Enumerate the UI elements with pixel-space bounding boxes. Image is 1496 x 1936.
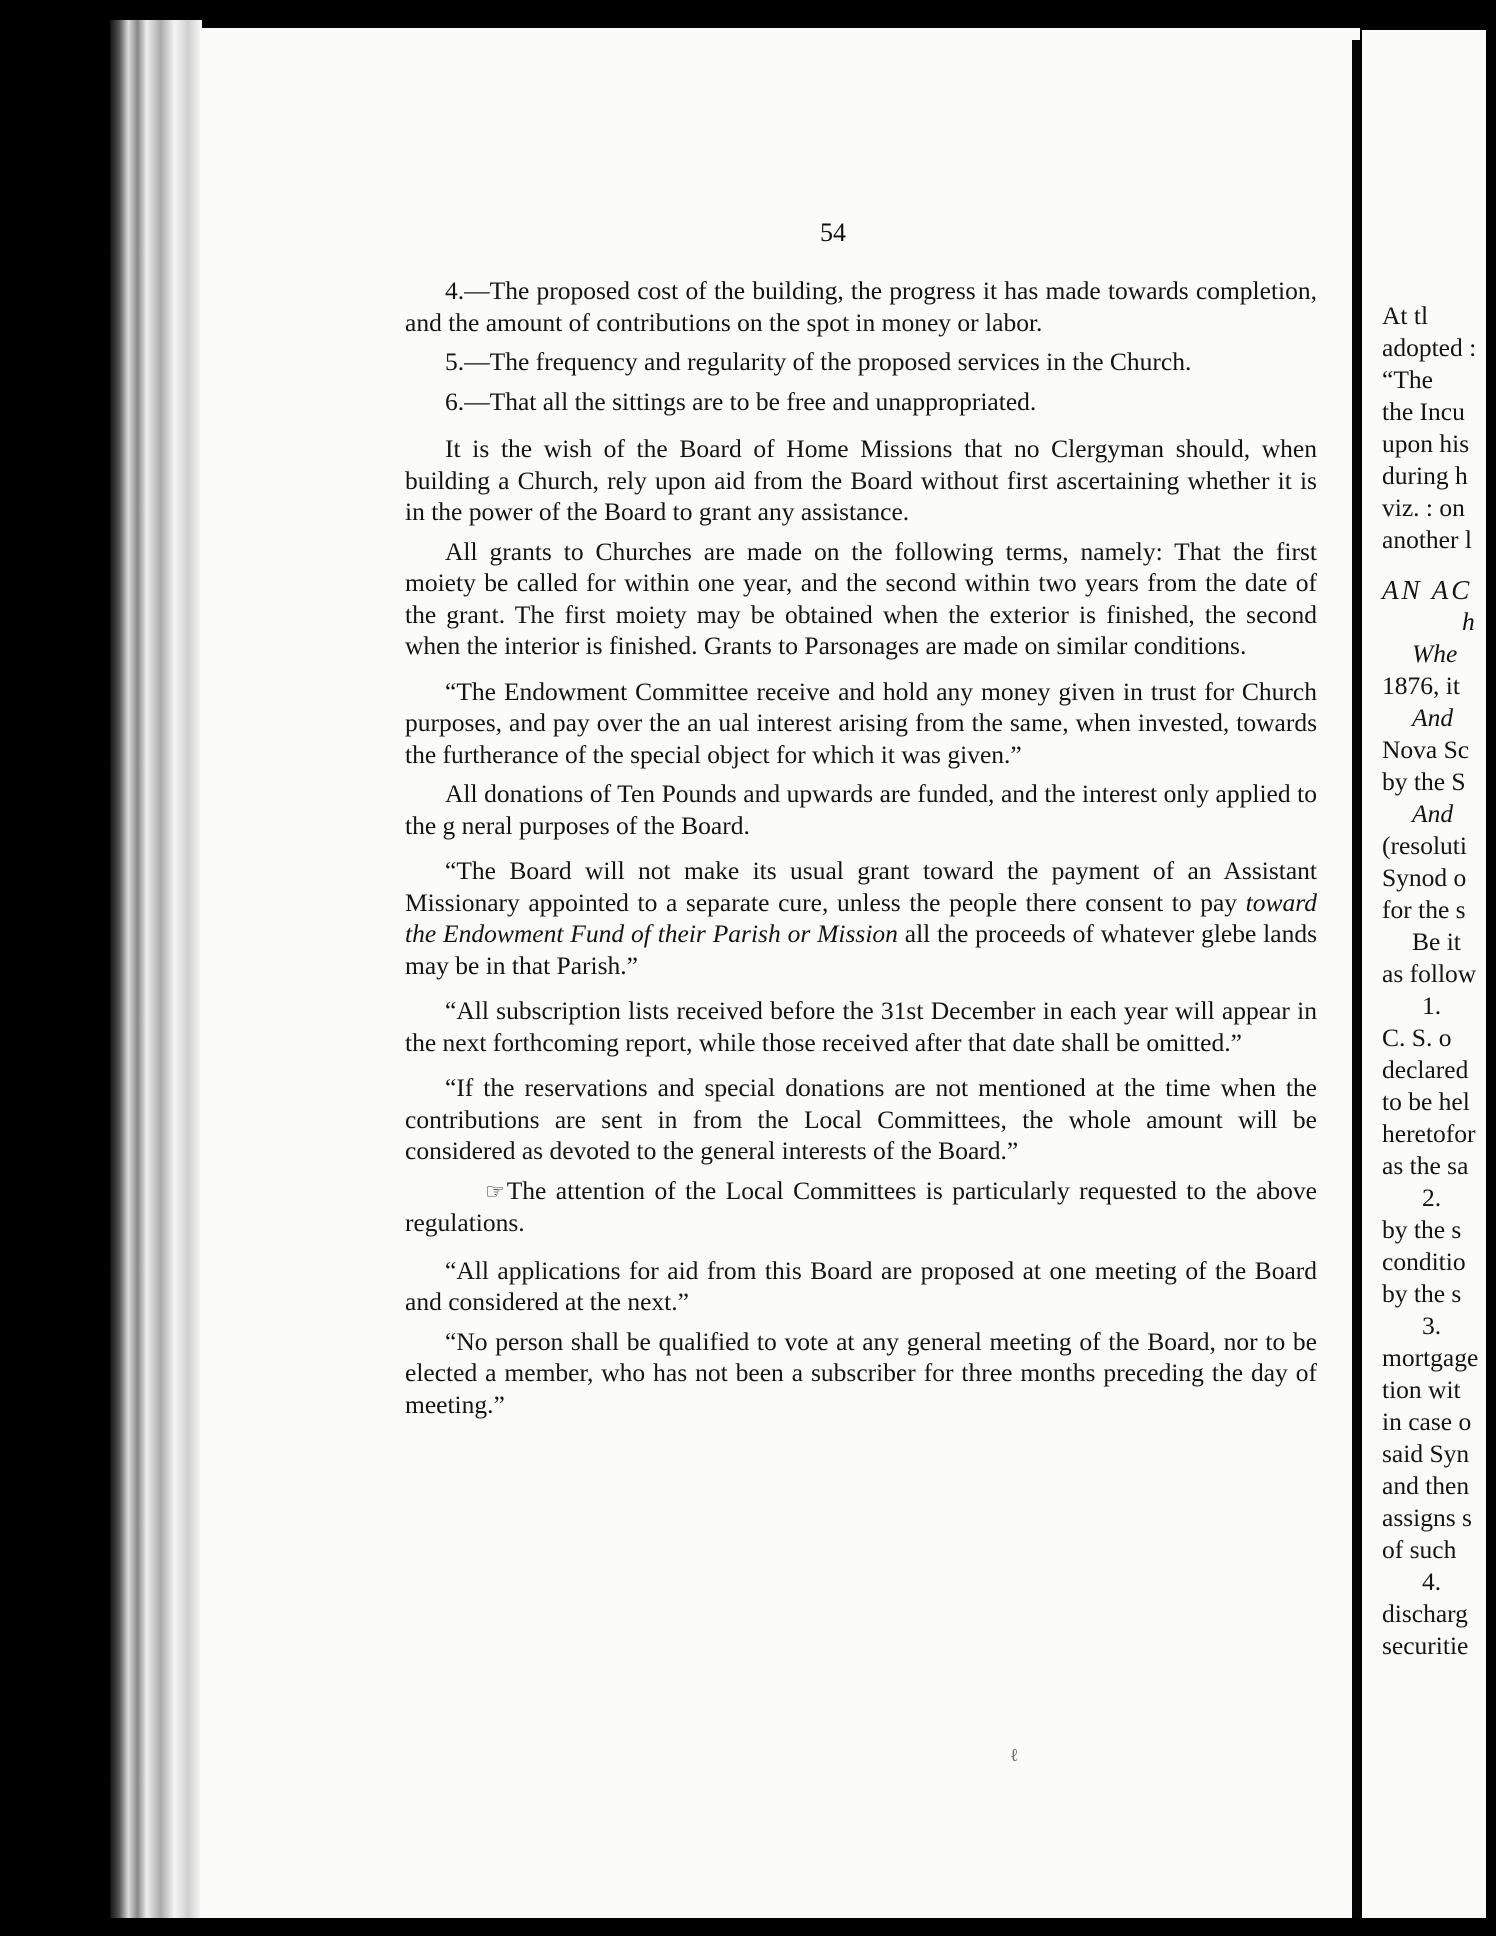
paragraph-endowment: “The Endowment Committee receive and hold any money given in trust for Church purposes, and pay over the an ual interest arising from the same, when invested, towards the furtherance of the special object for which it was given.” xyxy=(405,676,1317,769)
paragraph-attention xyxy=(405,1175,1317,1239)
facing-line: heretofor xyxy=(1382,1119,1476,1148)
facing-line: assigns s xyxy=(1382,1503,1472,1532)
paragraph-frequency: 5.—The frequency and regularity of the proposed services in the Church. xyxy=(445,347,1192,376)
facing-line: At tl xyxy=(1382,301,1429,330)
endowment-fund-emphasis: toward the Endowment Fund of their Parish or Mission xyxy=(405,887,1317,948)
facing-line: 4. xyxy=(1422,1567,1442,1596)
paragraph-cost: 4.—The proposed cost of the building, the progress it has made towards completion, and the amount of contributions on the spot in money or labor. xyxy=(405,276,1317,337)
facing-line: and then xyxy=(1382,1471,1470,1500)
facing-line: Whe xyxy=(1412,639,1458,668)
scan-border-right xyxy=(1486,0,1496,1936)
facing-line: in case o xyxy=(1382,1407,1472,1436)
facing-line: during h xyxy=(1382,461,1468,490)
facing-line: of such xyxy=(1382,1535,1457,1564)
paragraph-donations: All donations of Ten Pounds and upwards are funded, and the interest only applied to the g neral purposes of the Board. xyxy=(405,779,1317,840)
facing-line: 3. xyxy=(1422,1311,1442,1340)
assistant-missionary-text-a: “The Board will not make its usual grant toward the payment of an Assistant Missionary appointed to a separate cure, unless the people there consent to pay xyxy=(405,856,1317,917)
facing-line: by the s xyxy=(1382,1215,1462,1244)
facing-line: h xyxy=(1462,607,1475,636)
facing-line: another l xyxy=(1382,525,1472,554)
facing-line: the Incu xyxy=(1382,397,1465,426)
facing-line: declared xyxy=(1382,1055,1469,1084)
facing-line: 1876, it xyxy=(1382,671,1460,700)
paragraph-board-wish: It is the wish of the Board of Home Missions that no Clergyman should, when building a Church, rely upon aid from the Board without first ascertaining whether it is in the power of the Board to grant any assistance. xyxy=(405,434,1317,526)
facing-line: securitie xyxy=(1382,1631,1469,1660)
facing-line: discharg xyxy=(1382,1599,1468,1628)
book-page-edges xyxy=(110,20,202,1920)
paragraph-grant-terms: All grants to Churches are made on the following terms, namely: That the first moiety be called for within one year, and the second within two years from the date of the grant. The first moiety may be obtained when the exterior is finished, the second when the interior is finished. Grants to Parsonages are made on similar conditions. xyxy=(405,536,1317,660)
assistant-missionary-text-c: all the proceeds of whatever glebe lands may be in that Parish.” xyxy=(405,919,1317,980)
facing-line: conditio xyxy=(1382,1247,1466,1276)
facing-page-text xyxy=(1382,300,1496,1662)
paragraph-sittings: 6.—That all the sittings are to be free and unappropriated. xyxy=(445,386,1037,416)
facing-line: 1. xyxy=(1422,991,1442,1020)
main-text xyxy=(405,275,1317,1428)
facing-line: mortgage xyxy=(1382,1343,1479,1372)
facing-line: Be it xyxy=(1412,927,1461,956)
pointing-hand-icon: ☞ xyxy=(485,1178,505,1204)
facing-line: to be hel xyxy=(1382,1087,1470,1116)
book-gutter xyxy=(1352,40,1360,1920)
facing-line: 2. xyxy=(1422,1183,1442,1212)
facing-line: tion wit xyxy=(1382,1375,1461,1404)
paragraph-applications: “All applications for aid from this Board are proposed at one meeting of the Board and considered at the next.” xyxy=(405,1255,1317,1316)
attention-text: The attention of the Local Committees is particularly requested to the above regulations. xyxy=(405,1175,1317,1237)
facing-line: “The xyxy=(1382,365,1433,394)
facing-line: by the s xyxy=(1382,1279,1462,1308)
paragraph-reservations: “If the reservations and special donations are not mentioned at the time when the contributions are sent in from the Local Committees, the whole amount will be considered as devoted to the general interests of the Board.” xyxy=(405,1073,1317,1165)
facing-line: And xyxy=(1412,799,1454,828)
scan-border-left xyxy=(0,0,110,1936)
facing-line: Synod o xyxy=(1382,863,1467,892)
page-number: 54 xyxy=(820,218,846,247)
facing-line: for the s xyxy=(1382,895,1466,924)
facing-line: C. S. o xyxy=(1382,1023,1452,1052)
facing-heading: AN AC xyxy=(1382,575,1473,605)
paragraph-assistant-missionary xyxy=(405,855,1317,981)
facing-line: as the sa xyxy=(1382,1151,1469,1180)
scan-border-bottom xyxy=(0,1918,1496,1936)
facing-line: viz. : on xyxy=(1382,493,1465,522)
paragraph-voting: “No person shall be qualified to vote at any general meeting of the Board, nor to be elected a member, who has not been a subscriber for three months preceding the day of meeting.” xyxy=(405,1326,1317,1419)
facing-line: (resoluti xyxy=(1382,831,1467,860)
facing-line: as follow xyxy=(1382,959,1477,988)
facing-line: by the S xyxy=(1382,767,1466,796)
paragraph-subscription-lists: “All subscription lists received before the 31st December in each year will appear in the next forthcoming report, while those received after that date shall be omitted.” xyxy=(405,996,1317,1057)
facing-line: upon his xyxy=(1382,429,1470,458)
facing-line: said Syn xyxy=(1382,1439,1470,1468)
facing-line: Nova Sc xyxy=(1382,735,1470,764)
facing-line: adopted : xyxy=(1382,333,1477,362)
ink-speck: ℓ xyxy=(1010,1745,1019,1765)
facing-line: And xyxy=(1412,703,1454,732)
